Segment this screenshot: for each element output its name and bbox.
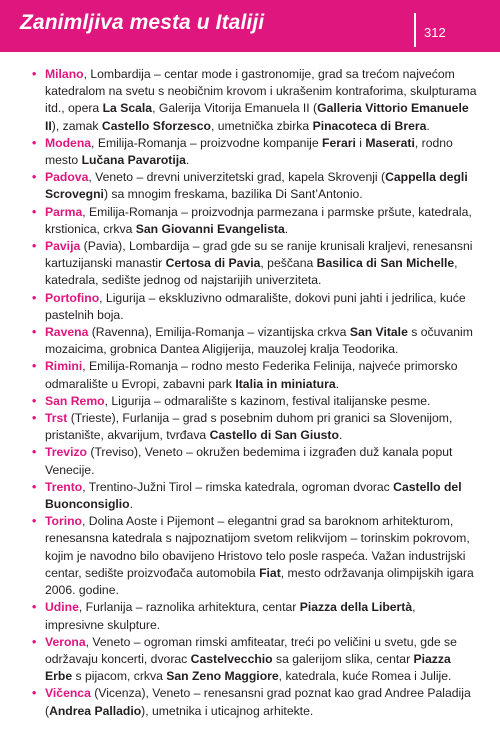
entry-text: , Emilija-Romanja – rodno mesto Federika Felinija, najveće primorsko odmaralište u Evropi, zabavni park bbox=[45, 359, 458, 391]
city-name: Milano bbox=[45, 67, 84, 81]
entry-text: , Trentino-Južni Tirol – rimska katedrala, ogroman dvorac bbox=[82, 479, 394, 494]
landmark-name: Italia in miniatura bbox=[235, 376, 336, 391]
page-header bbox=[0, 0, 500, 52]
landmark-name: Castello Sforzesco bbox=[101, 118, 211, 133]
header-divider bbox=[414, 13, 416, 47]
bullet-icon: • bbox=[32, 239, 37, 254]
bullet-icon: • bbox=[32, 634, 37, 649]
entry-text: . bbox=[284, 221, 289, 236]
entry-text: sa galerijom slika, centar bbox=[272, 651, 414, 666]
entry-text: (Vicenza), Veneto – renesansni grad poznat kao grad Andree Paladija ( bbox=[45, 686, 471, 718]
city-name: San Remo bbox=[45, 393, 105, 408]
list-item bbox=[32, 513, 477, 599]
city-name: Torino bbox=[45, 514, 83, 529]
list-item bbox=[32, 358, 477, 392]
page-title: Zanimljiva mesta u Italiji bbox=[20, 11, 265, 34]
landmark-name: San Vitale bbox=[349, 325, 408, 340]
entry-text: , Ligurija – odmaralište s kazinom, festival italijanske pesme. bbox=[104, 393, 431, 408]
bullet-icon: • bbox=[32, 411, 37, 426]
entry-text: , Galerija Vitorija Emanuela II ( bbox=[152, 101, 318, 116]
entry-text: , Veneto – ogroman rimski amfiteatar, treći po veličini u svetu, gde se održavaju koncerti, dvorac bbox=[45, 634, 457, 666]
bullet-icon: • bbox=[32, 514, 37, 529]
list-item bbox=[32, 393, 477, 410]
city-name: Udine bbox=[45, 600, 79, 615]
entry-text: (Treviso), Veneto – okružen bedemima i izgrađen duž kanala poput Venecije. bbox=[45, 445, 453, 477]
bullet-icon: • bbox=[32, 170, 37, 185]
bullet-icon: • bbox=[32, 445, 37, 460]
entry-text: , katedrala, kuće Romea i Julije. bbox=[278, 669, 452, 684]
entry-text: , Emilija-Romanja – proizvodne kompanije bbox=[91, 135, 323, 150]
city-name: Trevizo bbox=[45, 445, 87, 460]
bullet-icon: • bbox=[32, 479, 37, 494]
entry-text: , katedrala, sedište jednog od najstarijih univerziteta. bbox=[45, 256, 458, 288]
entry-text: ), umetnika i uticajnog arhitekte. bbox=[141, 703, 314, 718]
entry-text: , Lombardija – centar mode i gastronomije, grad sa trećom najvećom katedralom na svetu s neobičnim krovom i ukrašenim kontraforima, skulpturama itd., opera bbox=[45, 67, 477, 116]
entry-text: . bbox=[338, 428, 343, 443]
entry-text: (Pavia), Lombardija – grad gde su se ranije krunisali kraljevi, renesansni kartuzijanski manastir bbox=[45, 239, 473, 271]
list-item bbox=[32, 135, 477, 169]
landmark-name: Castello di San Giusto bbox=[209, 428, 339, 443]
list-item bbox=[32, 169, 477, 203]
entry-text: . bbox=[426, 118, 430, 133]
city-name: Modena bbox=[45, 135, 92, 150]
landmark-name: Maserati bbox=[365, 135, 415, 150]
entry-text: . bbox=[185, 153, 190, 168]
entry-text: , peščana bbox=[260, 256, 317, 271]
landmark-name: Certosa di Pavia bbox=[165, 256, 261, 271]
landmark-name: Lučana Pavarotija bbox=[81, 153, 186, 168]
bullet-icon: • bbox=[32, 290, 37, 305]
list-item bbox=[32, 204, 477, 238]
list-item bbox=[32, 238, 477, 290]
list-item bbox=[32, 290, 477, 324]
city-name: Verona bbox=[45, 634, 86, 649]
entry-text: , Dolina Aoste i Pijemont – elegantni grad sa baroknom arhitekturom, renesansna katedrala s najpoznatijom svetom relikvijom – torinskim pokrovom, kojim je navodno bilo obavijeno Hristovo telo posle raspeća. Važan industrijski centar, sedište proizvođača automobila bbox=[45, 514, 470, 580]
city-name: Parma bbox=[45, 204, 83, 219]
list-item bbox=[32, 410, 477, 444]
bullet-icon: • bbox=[32, 359, 37, 374]
landmark-name: Cappella degli Scrovegni bbox=[45, 170, 468, 202]
entry-text: . bbox=[335, 376, 339, 391]
landmark-name: Galleria Vittorio Emanuele II bbox=[45, 101, 469, 133]
entry-text: , Veneto – drevni univerzitetski grad, kapela Skrovenji ( bbox=[88, 170, 386, 185]
list-item bbox=[32, 444, 477, 478]
city-name: Rimini bbox=[45, 359, 83, 374]
landmark-name: Pinacoteca di Brera bbox=[312, 118, 427, 133]
list-item bbox=[32, 66, 477, 135]
city-name: Portofino bbox=[45, 290, 100, 305]
entry-text: ), zamak bbox=[51, 118, 102, 133]
entry-text: i bbox=[355, 135, 366, 150]
landmark-name: Ferari bbox=[322, 135, 356, 150]
entry-text: , Ligurija – ekskluzivno odmaralište, dokovi puni jahti i jedrilica, kuće pastelnih boja. bbox=[45, 290, 466, 322]
entry-text: (Ravenna), Emilija-Romanja – vizantijska crkva bbox=[88, 325, 350, 340]
bullet-icon: • bbox=[32, 600, 37, 615]
landmark-name: Castello del Buonconsiglio bbox=[45, 479, 462, 512]
entry-text: , mesto održavanja olimpijskih igara 2006. godine. bbox=[45, 565, 474, 598]
entry-text: (Trieste), Furlanija – grad s posebnim duhom pri granici sa Slovenijom, pristanište, akvarijum, tvrđava bbox=[45, 411, 453, 443]
list-item bbox=[32, 634, 477, 686]
entry-text: , umetnička zbirka bbox=[210, 118, 313, 133]
landmark-name: Piazza Erbe bbox=[45, 651, 451, 684]
list-item bbox=[32, 685, 477, 719]
landmark-name: San Giovanni Evangelista bbox=[135, 221, 285, 236]
entry-text: s očuvanim mozaicima, grobnica Dantea Aligijerija, mauzolej kralja Teodorika. bbox=[45, 325, 473, 357]
landmark-name: Piazza della Libertà bbox=[299, 600, 413, 615]
list-item bbox=[32, 599, 477, 633]
list-item bbox=[32, 324, 477, 358]
landmark-name: Fiat bbox=[259, 565, 281, 580]
bullet-icon: • bbox=[32, 325, 37, 340]
bullet-icon: • bbox=[32, 686, 37, 701]
city-name: Trento bbox=[45, 479, 83, 494]
entry-text: s pijacom, crkva bbox=[72, 669, 167, 684]
landmark-name: La Scala bbox=[102, 101, 153, 116]
places-list bbox=[32, 66, 477, 720]
bullet-icon: • bbox=[32, 393, 37, 408]
entry-text: ) sa mnogim freskama, bazilika Di Sant’Antonio. bbox=[103, 187, 363, 202]
landmark-name: San Zeno Maggiore bbox=[166, 669, 279, 684]
list-item bbox=[32, 479, 477, 513]
landmark-name: Basilica di San Michelle bbox=[316, 256, 455, 271]
entry-text: , Furlanija – raznolika arhitektura, centar bbox=[78, 600, 300, 615]
page-number: 312 bbox=[424, 25, 446, 40]
entry-text: , impresivne skulpture. bbox=[45, 600, 416, 632]
city-name: Trst bbox=[45, 411, 68, 426]
landmark-name: Andrea Palladio bbox=[49, 703, 142, 718]
city-name: Pavija bbox=[45, 239, 81, 254]
entry-text: , Emilija-Romanja – proizvodnja parmezana i parmske pršute, katedrala, krstionica, crkva bbox=[45, 204, 472, 236]
entry-text: , rodno mesto bbox=[45, 135, 453, 168]
city-name: Padova bbox=[45, 170, 89, 185]
bullet-icon: • bbox=[32, 204, 37, 219]
bullet-icon: • bbox=[32, 135, 37, 150]
landmark-name: Castelvecchio bbox=[190, 651, 273, 666]
city-name: Ravena bbox=[45, 325, 89, 340]
bullet-icon: • bbox=[32, 67, 37, 81]
city-name: Vičenca bbox=[45, 686, 91, 701]
entry-text: . bbox=[129, 497, 134, 512]
